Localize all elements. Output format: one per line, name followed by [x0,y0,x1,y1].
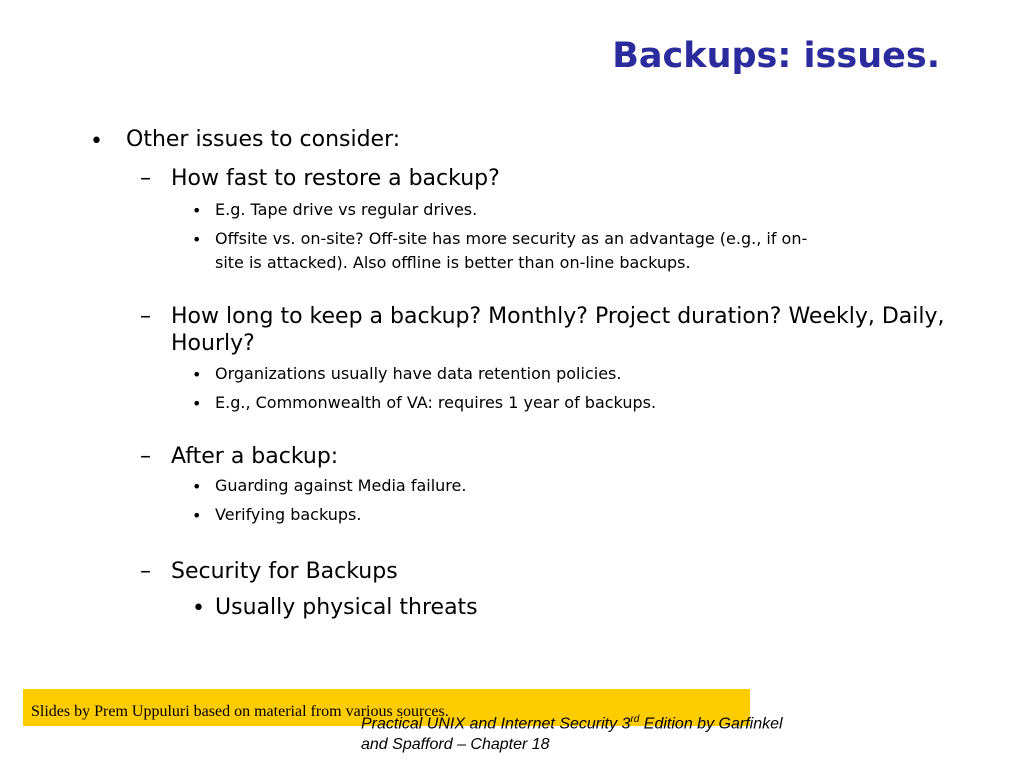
bullet-marker: • [192,365,202,384]
bullet-marker: • [192,596,205,621]
sub-sub-item: E.g. Tape drive vs regular drives. [215,200,478,219]
bullet-marker: • [192,477,202,496]
book-credit-edition: Edition by Garfinkel [639,715,783,733]
sub-sub-item-continuation: site is attacked). Also offline is better than on-line backups. [215,253,691,272]
sub-item-retention-continuation: Hourly? [171,331,255,356]
slide-title: Backups: issues. [612,36,940,76]
dash-marker: – [140,559,151,584]
sub-item-restore-speed: How fast to restore a backup? [171,166,500,191]
book-credit-superscript: rd [630,714,640,725]
bullet-marker: • [192,394,202,413]
footer-attribution: Slides by Prem Uppuluri based on material from various sources. [31,703,449,720]
book-credit [361,709,783,755]
sub-sub-item: E.g., Commonwealth of VA: requires 1 year of backups. [215,393,657,412]
sub-sub-item: Guarding against Media failure. [215,476,467,495]
sub-item-after-backup: After a backup: [171,444,339,469]
book-credit-title: Practical UNIX and Internet Security 3 [361,715,631,733]
sub-sub-item: Offsite vs. on-site? Off-site has more security as an advantage (e.g., if on- [215,229,808,248]
bullet-marker: • [192,201,202,220]
bullet-other-issues: Other issues to consider: [126,127,401,152]
bullet-marker: • [90,129,103,154]
dash-marker: – [140,444,151,469]
book-credit-authors: and Spafford – Chapter 18 [361,736,550,754]
bullet-marker: • [192,230,202,249]
sub-item-security: Security for Backups [171,559,398,584]
sub-item-retention: How long to keep a backup? Monthly? Project duration? Weekly, Daily, [171,304,945,329]
dash-marker: – [140,166,151,191]
sub-sub-item: Organizations usually have data retention policies. [215,364,622,383]
dash-marker: – [140,304,151,329]
sub-sub-item-physical-threats: Usually physical threats [215,595,478,620]
sub-sub-item: Verifying backups. [215,505,362,524]
bullet-marker: • [192,506,202,525]
